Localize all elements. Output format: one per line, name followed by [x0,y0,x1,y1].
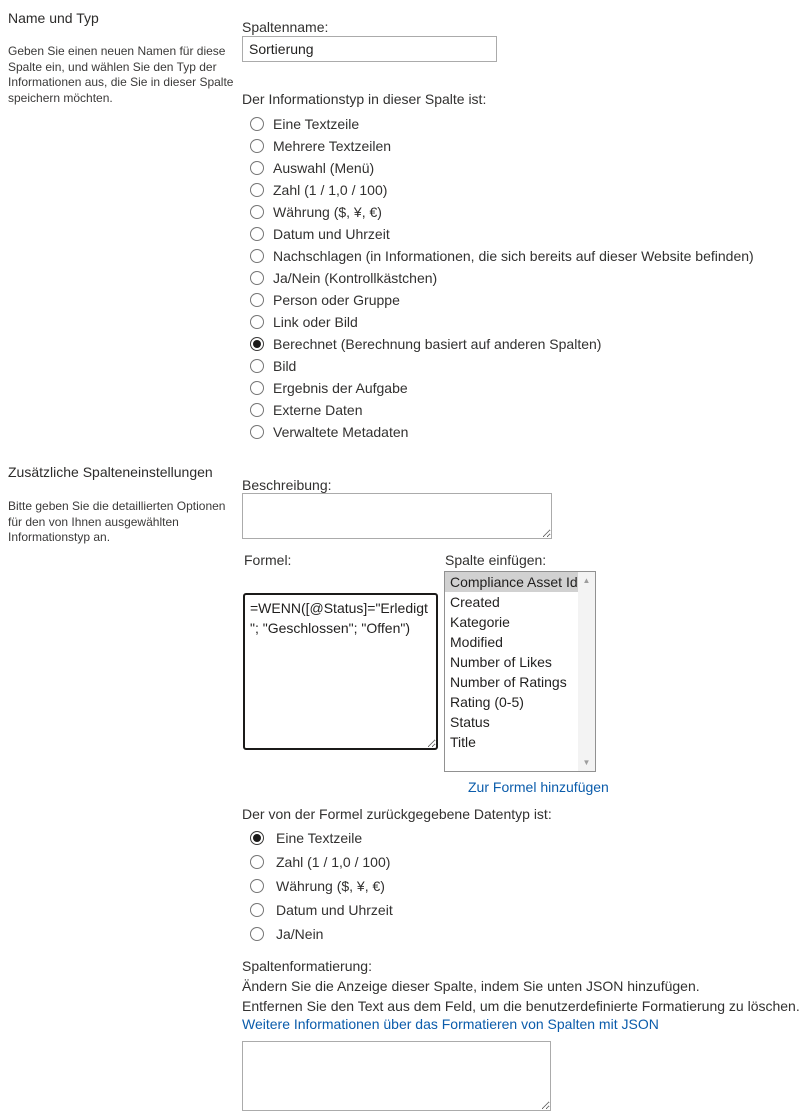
spaltenformatierung-line1: Ändern Sie die Anzeige dieser Spalte, indem Sie unten JSON hinzufügen. [242,978,700,994]
radio-label[interactable]: Verwaltete Metadaten [273,424,409,440]
scroll-up-icon[interactable]: ▲ [582,576,591,585]
beschreibung-label: Beschreibung: [242,477,332,493]
radio-row-zahl [250,179,754,201]
radio-label[interactable]: Bild [273,358,297,374]
formel-textarea[interactable] [243,593,438,750]
radio-row-verwaltete-metadaten [250,421,754,443]
radio-mehrere-textzeilen[interactable] [250,139,264,153]
radio-label[interactable]: Eine Textzeile [273,116,360,132]
radio-row-waehrung [250,201,754,223]
json-formatierung-textarea[interactable] [242,1041,551,1111]
radio-rt-datum-und-uhrzeit[interactable] [250,903,264,917]
radio-label[interactable]: Externe Daten [273,402,363,418]
radio-label[interactable]: Datum und Uhrzeit [273,226,390,242]
radio-label[interactable]: Mehrere Textzeilen [273,138,392,154]
radio-label[interactable]: Nachschlagen (in Informationen, die sich bereits auf dieser Website befinden) [273,248,754,264]
radio-label[interactable]: Währung ($, ¥, €) [276,878,385,894]
listbox-item-rating-0-5[interactable]: Rating (0-5) [450,694,524,710]
radio-row-ja-nein-kontrollkaestchen [250,267,754,289]
spaltenname-input[interactable] [242,36,497,62]
listbox-item-number-of-likes[interactable]: Number of Likes [450,654,552,670]
radio-label[interactable]: Zahl (1 / 1,0 / 100) [276,854,391,870]
section-heading-name-typ: Name und Typ [8,10,99,26]
radio-label[interactable]: Ergebnis der Aufgabe [273,380,408,396]
radio-row-rt-waehrung [250,874,393,898]
radio-link-oder-bild[interactable] [250,315,264,329]
informationstyp-radio-group [250,113,754,443]
radio-label[interactable]: Person oder Gruppe [273,292,400,308]
radio-row-eine-textzeile [250,113,754,135]
listbox-item-number-of-ratings[interactable]: Number of Ratings [450,674,567,690]
radio-label[interactable]: Datum und Uhrzeit [276,902,393,918]
section-description-zusaetzliche-spalteneinstellungen: Bitte geben Sie die detaillierten Optionen für den von Ihnen ausgewählten Informationstyp an. [8,499,226,544]
radio-row-nachschlagen [250,245,754,267]
radio-row-rt-datum-und-uhrzeit [250,898,393,922]
radio-zahl[interactable] [250,183,264,197]
datentyp-radio-group [250,826,393,946]
radio-eine-textzeile[interactable] [250,117,264,131]
scroll-down-icon[interactable]: ▼ [582,758,591,767]
radio-label[interactable]: Ja/Nein [276,926,324,942]
radio-externe-daten[interactable] [250,403,264,417]
radio-row-mehrere-textzeilen [250,135,754,157]
radio-label[interactable]: Auswahl (Menü) [273,160,375,176]
radio-label[interactable]: Ja/Nein (Kontrollkästchen) [273,270,438,286]
spaltenformatierung-label: Spaltenformatierung: [242,958,372,974]
informationstyp-label: Der Informationstyp in dieser Spalte ist: [242,91,487,107]
radio-label[interactable]: Währung ($, ¥, €) [273,204,382,220]
radio-label[interactable]: Zahl (1 / 1,0 / 100) [273,182,388,198]
radio-rt-eine-textzeile[interactable] [250,831,264,845]
radio-row-externe-daten [250,399,754,421]
radio-rt-waehrung[interactable] [250,879,264,893]
section-description-name-typ: Geben Sie einen neuen Namen für diese Spalte ein, und wählen Sie den Typ der Informationen aus, die Sie in dieser Spalte speichern möchten. [8,44,234,105]
listbox-item-modified[interactable]: Modified [450,634,503,650]
radio-label[interactable]: Link oder Bild [273,314,358,330]
radio-waehrung[interactable] [250,205,264,219]
beschreibung-textarea[interactable] [242,493,552,539]
section-heading-zusaetzliche-spalteneinstellungen: Zusätzliche Spalteneinstellungen [8,464,213,480]
radio-row-berechnet [250,333,754,355]
radio-auswahl-menu[interactable] [250,161,264,175]
spaltenformatierung-line2: Entfernen Sie den Text aus dem Feld, um die benutzerdefinierte Formatierung zu löschen. [242,998,800,1014]
radio-row-datum-und-uhrzeit [250,223,754,245]
radio-row-rt-eine-textzeile [250,826,393,850]
radio-ja-nein-kontrollkaestchen[interactable] [250,271,264,285]
radio-label[interactable]: Berechnet (Berechnung basiert auf anderen Spalten) [273,336,602,352]
radio-row-rt-zahl [250,850,393,874]
radio-nachschlagen[interactable] [250,249,264,263]
datentyp-label: Der von der Formel zurückgegebene Datentyp ist: [242,806,552,822]
zur-formel-hinzufuegen-link[interactable]: Zur Formel hinzufügen [468,779,609,795]
radio-row-bild [250,355,754,377]
spaltenname-label: Spaltenname: [242,19,329,35]
radio-berechnet[interactable] [250,337,264,351]
radio-datum-und-uhrzeit[interactable] [250,227,264,241]
radio-rt-zahl[interactable] [250,855,264,869]
listbox-scrollbar[interactable] [578,572,595,771]
radio-row-auswahl-menu [250,157,754,179]
listbox-item-status[interactable]: Status [450,714,490,730]
spalte-einfuegen-label: Spalte einfügen: [445,552,547,568]
listbox-item-kategorie[interactable]: Kategorie [450,614,510,630]
listbox-item-compliance-asset-id[interactable]: Compliance Asset Id [445,572,578,592]
listbox-item-created[interactable]: Created [450,594,500,610]
formel-label: Formel: [244,552,292,568]
weitere-informationen-link[interactable]: Weitere Informationen über das Formatieren von Spalten mit JSON [242,1016,659,1032]
radio-ergebnis-der-aufgabe[interactable] [250,381,264,395]
radio-row-ergebnis-der-aufgabe [250,377,754,399]
spalte-einfuegen-listbox[interactable] [444,571,596,772]
radio-verwaltete-metadaten[interactable] [250,425,264,439]
radio-person-oder-gruppe[interactable] [250,293,264,307]
radio-row-link-oder-bild [250,311,754,333]
radio-bild[interactable] [250,359,264,373]
radio-row-rt-ja-nein [250,922,393,946]
listbox-item-title[interactable]: Title [450,734,476,750]
radio-rt-ja-nein[interactable] [250,927,264,941]
radio-label[interactable]: Eine Textzeile [276,830,363,846]
radio-row-person-oder-gruppe [250,289,754,311]
